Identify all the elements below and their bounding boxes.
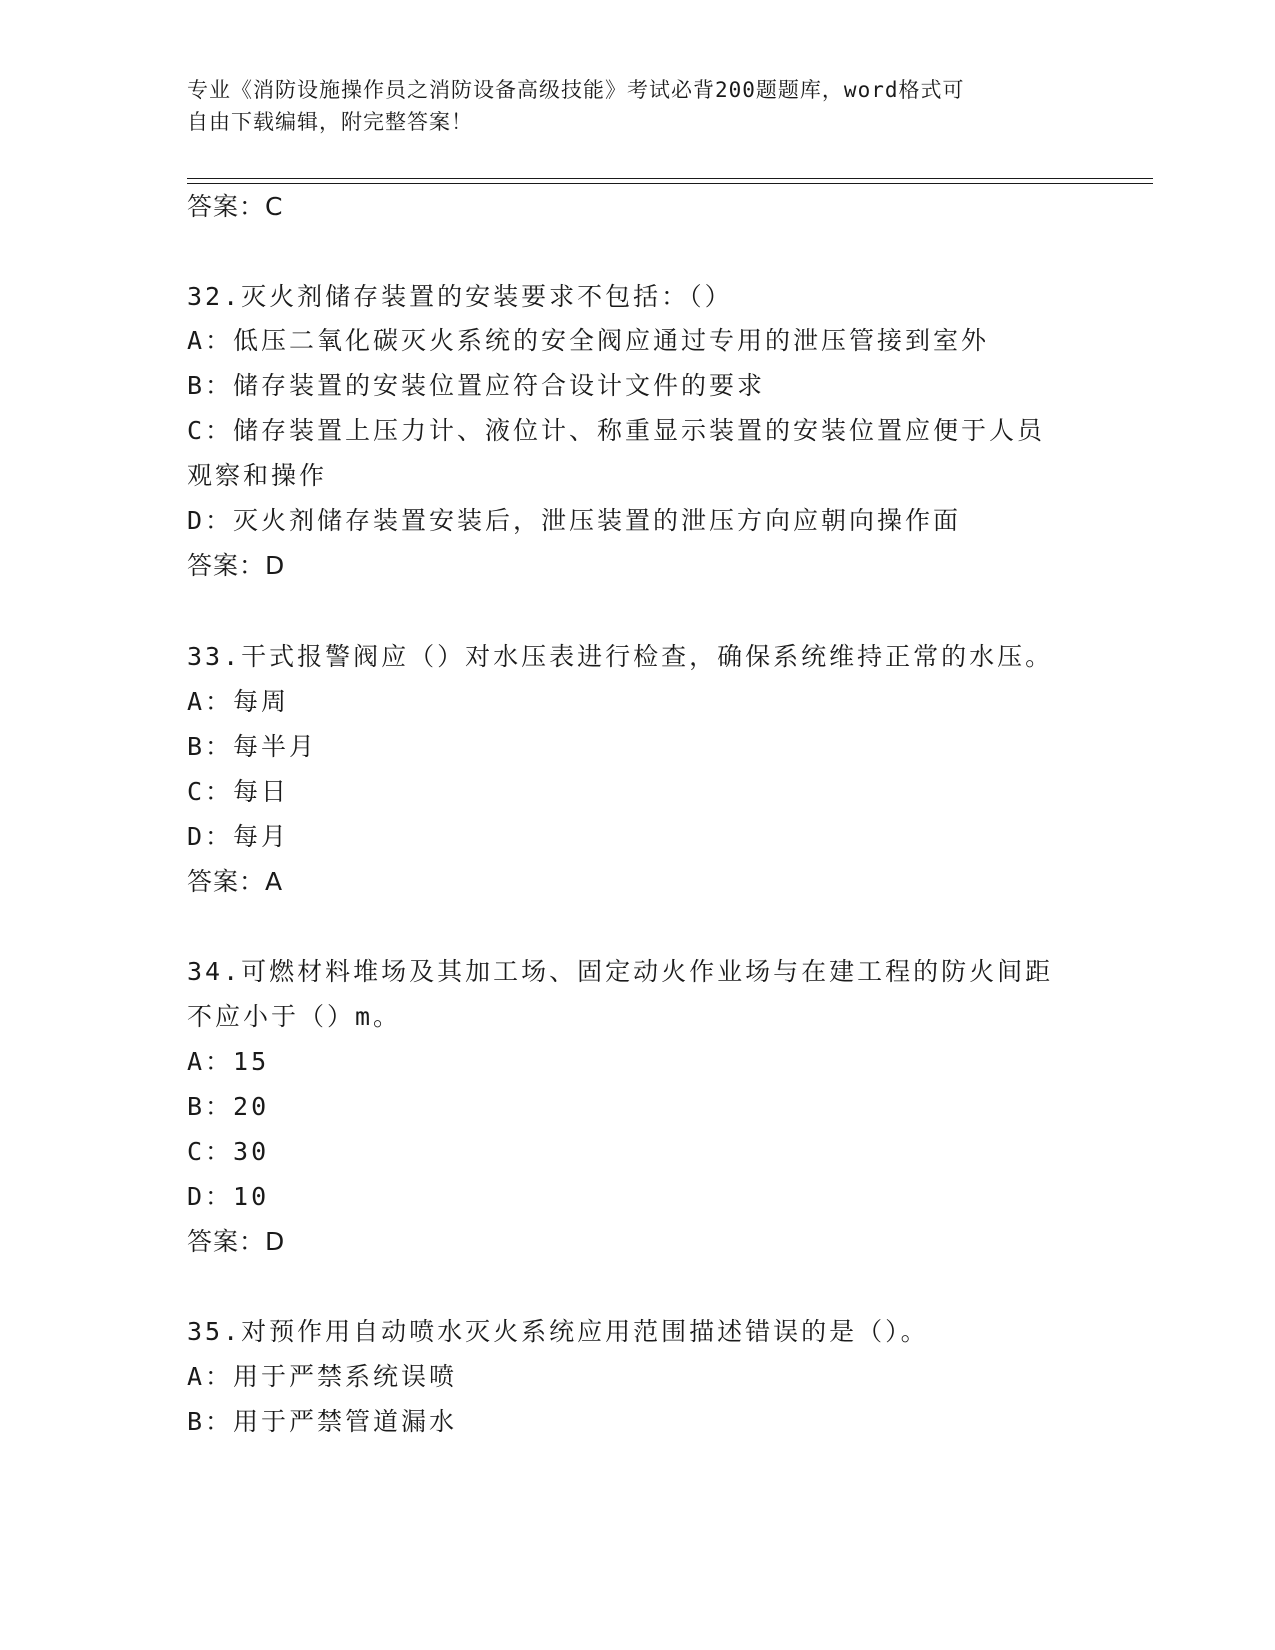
question-35-stem: 35.对预作用自动喷水灭火系统应用范围描述错误的是（）。 — [187, 1317, 929, 1346]
question-34-stem: 34.可燃材料堆场及其加工场、固定动火作业场与在建工程的防火间距 — [187, 957, 1054, 986]
header-divider-top — [187, 178, 1153, 179]
question-33-option-b: B：每半月 — [187, 732, 318, 761]
previous-answer: 答案：C — [187, 192, 284, 221]
question-33-stem: 33.干式报警阀应（）对水压表进行检查，确保系统维持正常的水压。 — [187, 642, 1054, 671]
document-header — [187, 74, 1067, 138]
question-34-answer: 答案：D — [187, 1227, 286, 1256]
question-34-option-c: C：30 — [187, 1137, 270, 1166]
header-line-1: 专业《消防设施操作员之消防设备高级技能》考试必背200题题库，word格式可 — [187, 78, 965, 102]
question-33-option-a: A：每周 — [187, 687, 290, 716]
question-35-option-b: B：用于严禁管道漏水 — [187, 1407, 458, 1436]
question-33-option-d: D：每月 — [187, 822, 290, 851]
question-32-stem: 32.灭火剂储存装置的安装要求不包括：（） — [187, 282, 733, 311]
question-33-answer: 答案：A — [187, 867, 284, 896]
question-32-answer: 答案：D — [187, 551, 286, 580]
question-32-option-b: B：储存装置的安装位置应符合设计文件的要求 — [187, 371, 766, 400]
question-34-option-a: A：15 — [187, 1047, 270, 1076]
question-32-option-a: A：低压二氧化碳灭火系统的安全阀应通过专用的泄压管接到室外 — [187, 326, 990, 355]
header-divider-bottom — [187, 183, 1153, 184]
question-34-option-d: D：10 — [187, 1182, 270, 1211]
question-35-option-a: A：用于严禁系统误喷 — [187, 1362, 458, 1391]
question-33-option-c: C：每日 — [187, 777, 290, 806]
question-32-option-c-cont: 观察和操作 — [187, 461, 328, 490]
question-34-option-b: B：20 — [187, 1092, 270, 1121]
question-32-option-c: C：储存装置上压力计、液位计、称重显示装置的安装位置应便于人员 — [187, 416, 1046, 445]
question-32-option-d: D：灭火剂储存装置安装后，泄压装置的泄压方向应朝向操作面 — [187, 506, 962, 535]
question-34-stem-cont: 不应小于（）m。 — [187, 1002, 402, 1031]
header-line-2: 自由下载编辑，附完整答案！ — [187, 110, 473, 134]
